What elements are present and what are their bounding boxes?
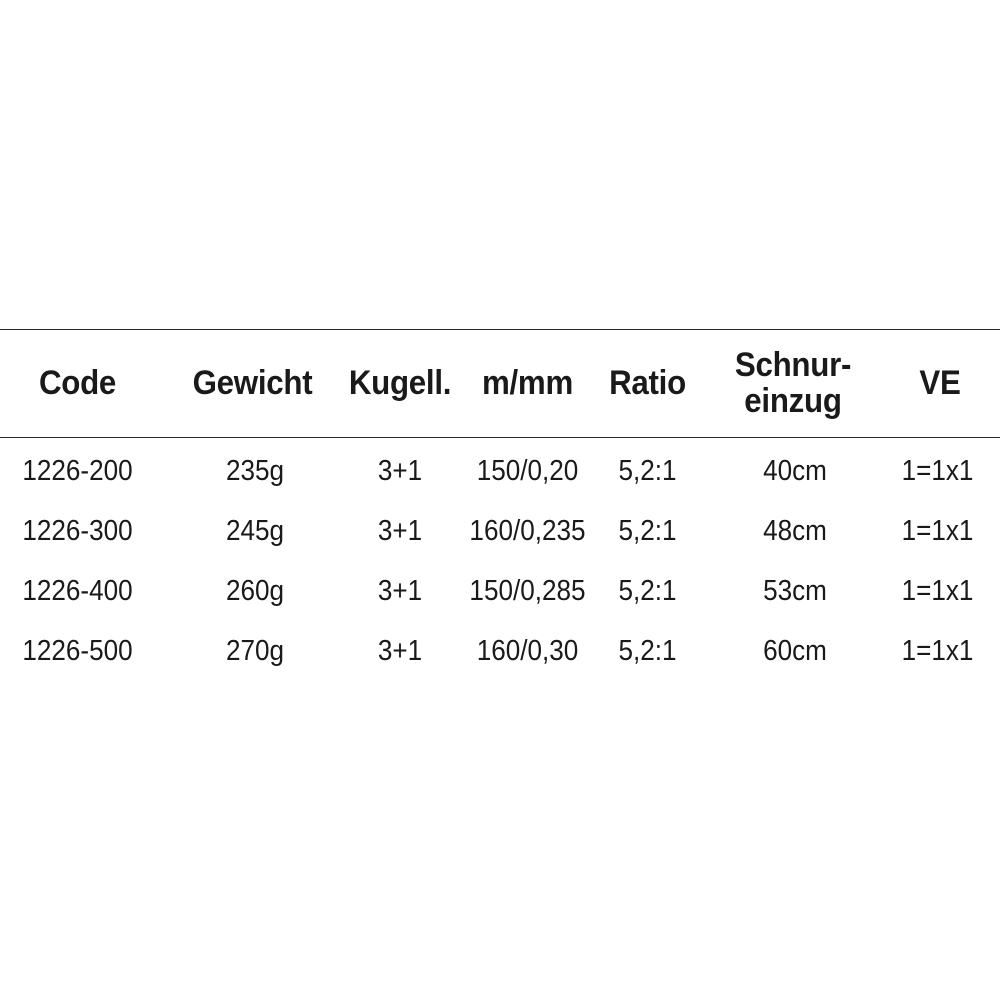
cell-gewicht: 260g: [225, 574, 285, 607]
cell-ratio: 5,2:1: [618, 454, 677, 487]
cell-schnureinzug: 60cm: [763, 634, 827, 667]
header-mmm-label: m/mm: [481, 363, 574, 402]
cell-kugell: 3+1: [377, 514, 423, 547]
cell-gewicht: 235g: [225, 454, 285, 487]
cell-gewicht: 245g: [225, 514, 285, 547]
cell-mmm: 150/0,285: [469, 574, 586, 607]
cell-ratio: 5,2:1: [618, 514, 677, 547]
cell-gewicht: 270g: [225, 634, 285, 667]
header-gewicht-label: Gewicht: [192, 363, 313, 402]
header-ve: [899, 330, 982, 437]
table-row: [0, 441, 1000, 501]
header-schnureinzug: [724, 330, 862, 437]
header-mmm: [470, 330, 585, 437]
cell-kugell: 3+1: [377, 454, 423, 487]
cell-ve: 1=1x1: [901, 574, 974, 607]
cell-code: 1226-300: [22, 514, 133, 547]
cell-code: 1226-200: [22, 454, 133, 487]
cell-code: 1226-400: [22, 574, 133, 607]
cell-kugell: 3+1: [377, 634, 423, 667]
cell-kugell: 3+1: [377, 574, 423, 607]
cell-ve: 1=1x1: [901, 454, 974, 487]
header-code-label: Code: [38, 363, 117, 402]
cell-schnureinzug: 53cm: [763, 574, 827, 607]
header-kugell-label: Kugell.: [348, 363, 452, 402]
cell-ratio: 5,2:1: [618, 634, 677, 667]
header-code: [25, 330, 131, 437]
header-ratio: [599, 330, 696, 437]
header-ratio-label: Ratio: [609, 363, 686, 402]
cell-mmm: 160/0,30: [476, 634, 579, 667]
header-ve-label: VE: [919, 363, 961, 402]
cell-schnureinzug: 40cm: [763, 454, 827, 487]
table-row: [0, 621, 1000, 681]
table-row: [0, 561, 1000, 621]
cell-ratio: 5,2:1: [618, 574, 677, 607]
header-kugell: [340, 330, 460, 437]
cell-ve: 1=1x1: [901, 514, 974, 547]
cell-ve: 1=1x1: [901, 634, 974, 667]
header-gewicht: [186, 330, 319, 437]
cell-schnureinzug: 48cm: [763, 514, 827, 547]
table-row: [0, 501, 1000, 561]
cell-code: 1226-500: [22, 634, 133, 667]
table-header: [0, 330, 1000, 437]
cell-mmm: 150/0,20: [476, 454, 579, 487]
header-schnureinzug-line2: einzug: [744, 381, 842, 420]
table-header-rule: [0, 437, 1000, 438]
header-schnureinzug-line1: Schnur-: [734, 345, 852, 384]
cell-mmm: 160/0,235: [469, 514, 586, 547]
